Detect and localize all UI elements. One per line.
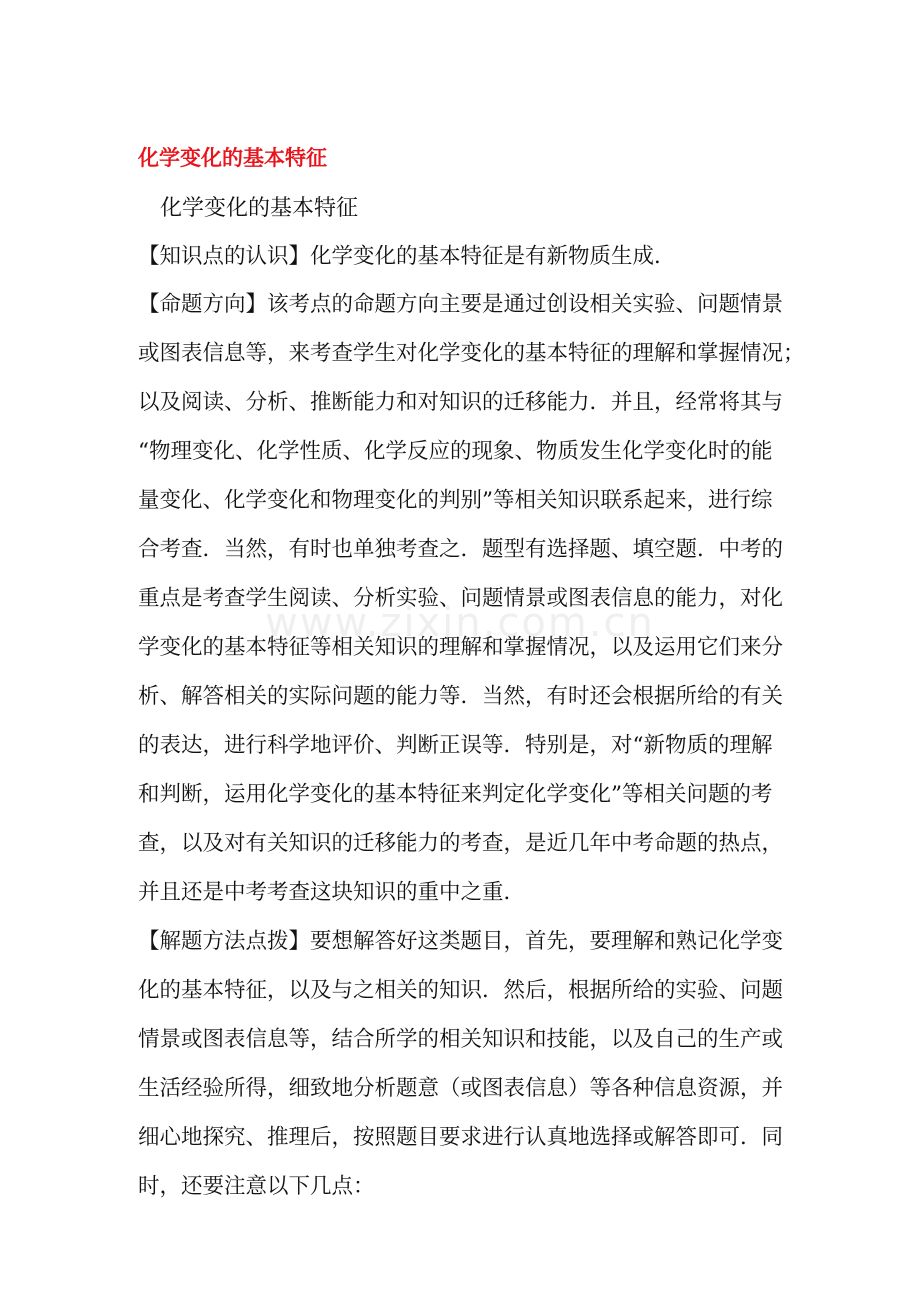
paragraph-line: 析、解答相关的实际问题的能力等．当然，有时还会根据所给的有关 [138,684,784,709]
document-title: 化学变化的基本特征 [138,146,327,170]
paragraph-line: 重点是考查学生阅读、分析实验、问题情景或图表信息的能力，对化 [138,586,784,611]
paragraph-line: 【命题方向】该考点的命题方向主要是通过创设相关实验、问题情景 [138,292,784,317]
paragraph-line: 并且还是中考考查这块知识的重中之重． [138,880,526,905]
paragraph-line: 化的基本特征，以及与之相关的知识．然后，根据所给的实验、问题 [138,978,784,1003]
paragraph-line: 和判断，运用化学变化的基本特征来判定化学变化”等相关问题的考 [138,782,773,807]
paragraph-line: 学变化的基本特征等相关知识的理解和掌握情况，以及运用它们来分 [138,635,784,660]
paragraph-line: 或图表信息等，来考查学生对化学变化的基本特征的理解和掌握情况； [138,341,805,366]
paragraph-line: 情景或图表信息等，结合所学的相关知识和技能，以及自己的生产或 [138,1027,784,1052]
paragraph-line: 细心地探究、推理后，按照题目要求进行认真地选择或解答即可．同 [138,1125,784,1150]
paragraph-line: 【知识点的认识】化学变化的基本特征是有新物质生成． [138,244,676,269]
paragraph-line: 生活经验所得，细致地分析题意（或图表信息）等各种信息资源，并 [138,1076,784,1101]
watermark: www.zixin.com.cn [265,600,655,646]
paragraph-line: 【解题方法点拨】要想解答好这类题目，首先，要理解和熟记化学变 [138,929,784,954]
paragraph-line: 量变化、化学变化和物理变化的判别”等相关知识联系起来，进行综 [138,488,773,513]
paragraph-line: 以及阅读、分析、推断能力和对知识的迁移能力．并且，经常将其与 [138,390,784,415]
paragraph-line: 合考查．当然，有时也单独考查之．题型有选择题、填空题．中考的 [138,537,784,562]
paragraph-line: “物理变化、化学性质、化学反应的现象、物质发生化学变化时的能 [138,439,773,464]
document-subtitle: 化学变化的基本特征 [160,196,359,221]
paragraph-line: 的表达，进行科学地评价、判断正误等．特别是，对“新物质的理解 [138,733,773,758]
paragraph-line: 查，以及对有关知识的迁移能力的考查，是近几年中考命题的热点， [138,831,784,856]
paragraph-line: 时，还要注意以下几点： [138,1174,375,1199]
